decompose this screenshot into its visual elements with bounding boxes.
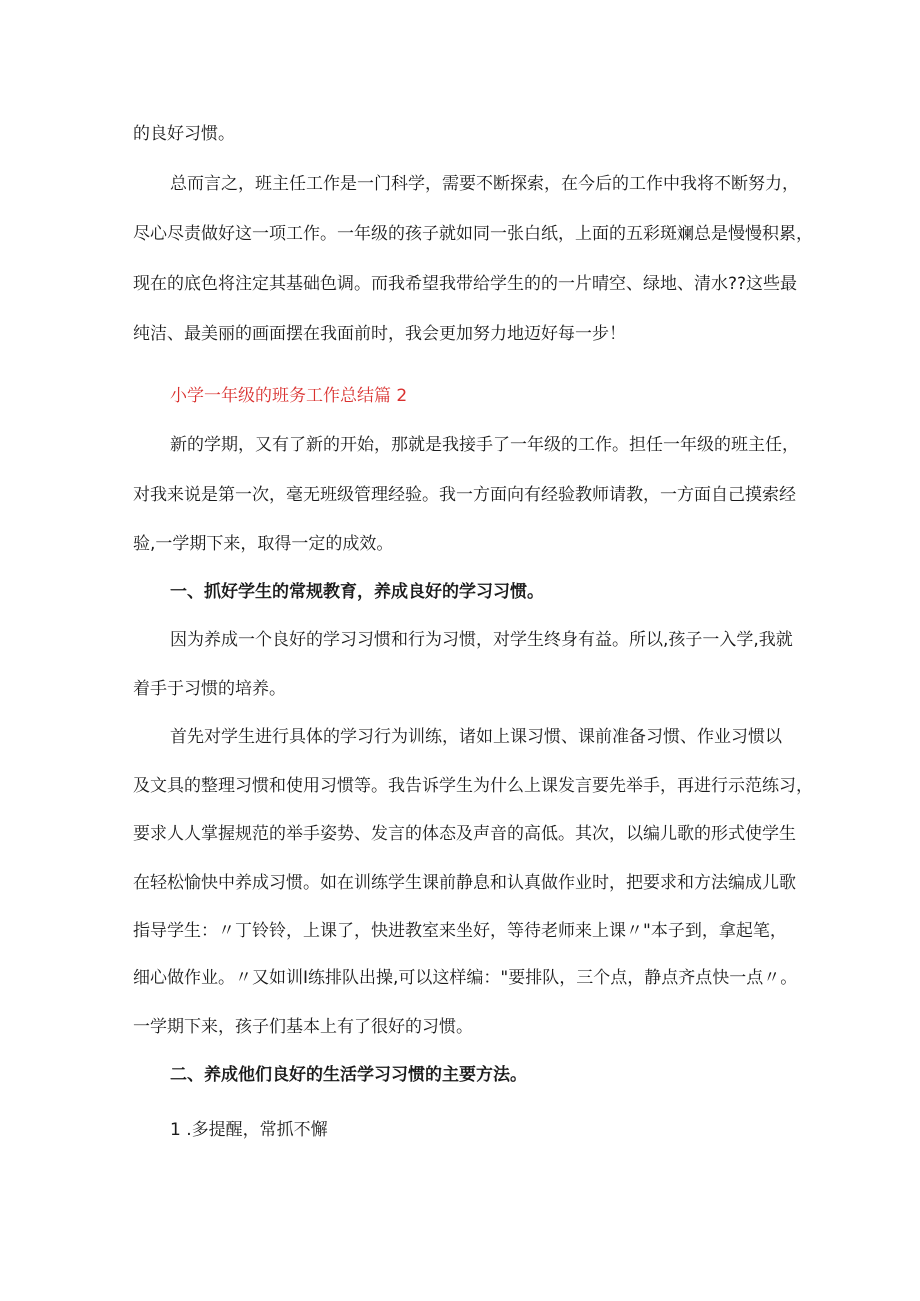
heading-one: 一、抓好学生的常规教育，养成良好的学习习惯。 <box>170 582 544 602</box>
habit-line: 因为养成一个良好的学习习惯和行为习惯，对学生终身有益。所以,孩子一入学,我就 <box>170 630 793 650</box>
summary-line: 总而言之，班主任工作是一门科学，需要不断探索，在今后的工作中我将不断努力， <box>170 174 799 194</box>
training-line: 首先对学生进行具体的学习行为训练，诸如上课习惯、课前准备习惯、作业习惯以 <box>170 727 782 747</box>
intro-line: 验,一学期下来，取得一定的成效。 <box>133 534 394 554</box>
training-line: 一学期下来，孩子们基本上有了很好的习惯。 <box>133 1017 473 1037</box>
intro-line: 对我来说是第一次，毫无班级管理经验。我一方面向有经验教师请教，一方面自己摸索经 <box>133 485 796 505</box>
training-line: 细心做作业。〃又如训Ⅰ练排队出操,可以这样编："要排队，三个点，静点齐点快一点〃。 <box>133 968 798 988</box>
list-item-one: 1 .多提醒，常抓不懈 <box>170 1120 328 1140</box>
training-line: 在轻松愉快中养成习惯。如在训练学生课前静息和认真做作业时，把要求和方法编成儿歌 <box>133 873 796 893</box>
heading-two: 二、养成他们良好的生活学习习惯的主要方法。 <box>170 1065 527 1085</box>
section-title: 小学一年级的班务工作总结篇 2 <box>170 386 408 406</box>
summary-line: 尽心尽责做好这一项工作。一年级的孩子就如同一张白纸，上面的五彩斑斓总是慢慢积累， <box>133 224 813 244</box>
intro-line: 新的学期，又有了新的开始，那就是我接手了一年级的工作。担任一年级的班主任， <box>170 435 799 455</box>
paragraph-ending: 的良好习惯。 <box>133 124 235 144</box>
training-line: 及文具的整理习惯和使用习惯等。我告诉学生为什么上课发言要先举手，再进行示范练习， <box>133 776 813 796</box>
habit-line: 着手于习惯的培养。 <box>133 679 286 699</box>
training-line: 指导学生：〃丁铃铃，上课了，快进教室来坐好，等待老师来上课〃"本子到，拿起笔， <box>133 921 787 941</box>
summary-line: 纯洁、最美丽的画面摆在我面前时，我会更加努力地迈好每一步！ <box>133 324 626 344</box>
summary-line: 现在的底色将注定其基础色调。而我希望我带给学生的的一片晴空、绿地、清水??这些最 <box>133 274 798 294</box>
training-line: 要求人人掌握规范的举手姿势、发言的体态及声音的高低。其次，以编儿歌的形式使学生 <box>133 824 796 844</box>
